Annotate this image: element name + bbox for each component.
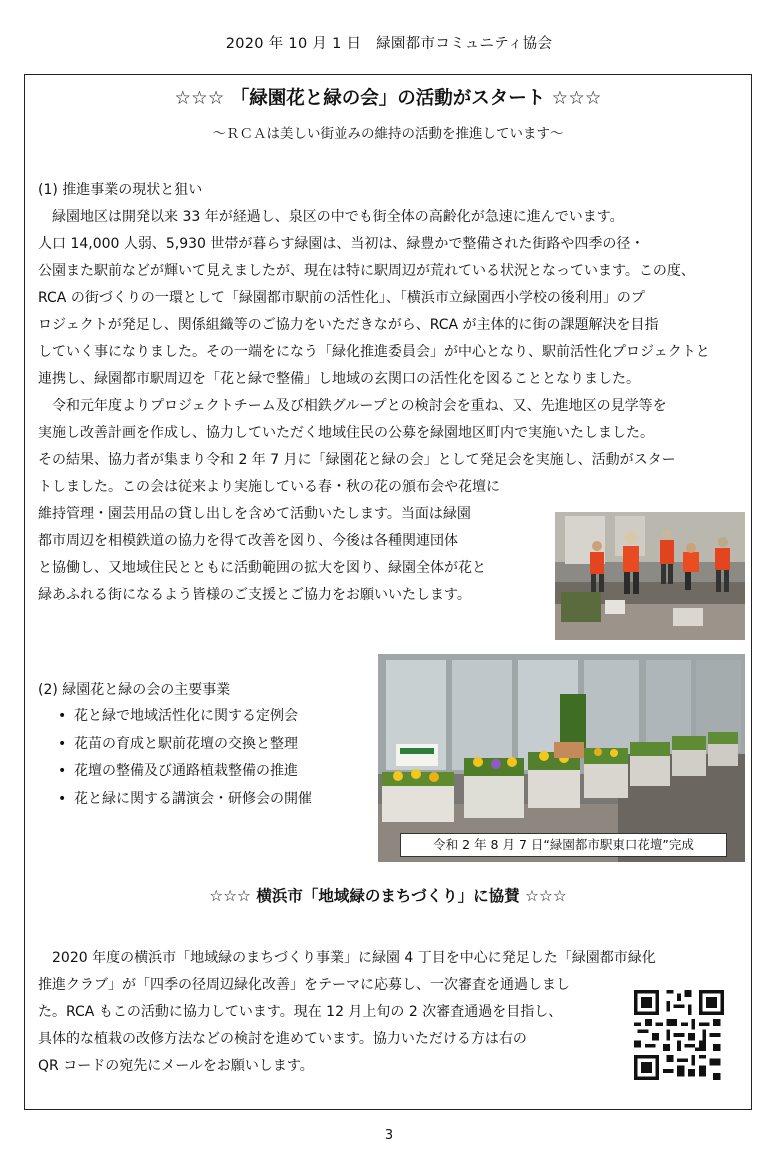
paragraph-line: た。RCA もこの活動に協力しています。現在 12 月上旬の 2 次審査通過を目指し、 — [38, 1004, 563, 1020]
paragraph-line: 都市周辺を相模鉄道の協力を得て改善を図り、今後は各種関連団体 — [38, 533, 458, 549]
section1-heading: (1) 推進事業の現状と狙い — [38, 182, 203, 198]
main-projects-list — [58, 706, 312, 816]
volunteers-planting-photo — [555, 512, 745, 640]
paragraph-line: 連携し、緑園都市駅周辺を「花と緑で整備」し地域の玄関口の活性化を図ることとなりました。 — [38, 371, 640, 387]
bullet-icon: • — [58, 790, 67, 807]
section2-heading: (2) 緑園花と緑の会の主要事業 — [38, 682, 231, 698]
list-item-text: 花と緑に関する講演会・研修会の開催 — [74, 790, 312, 807]
list-item-text: 花と緑で地域活性化に関する定例会 — [74, 708, 298, 724]
paragraph-line: 公園また駅前などが輝いて見えましたが、現在は特に駅周辺が荒れている状況となっています。この度、 — [38, 263, 695, 279]
article1-subtitle: ～ＲＣＡは美しい街並みの維持の活動を推進しています～ — [212, 126, 564, 142]
paragraph-line: QR コードの宛先にメールをお願いします。 — [38, 1058, 314, 1074]
article2-title: ☆☆☆ 横浜市「地域緑のまちづくり」に協賛 ☆☆☆ — [209, 887, 567, 905]
list-item-text: 花壇の整備及び通路植栽整備の推進 — [74, 763, 298, 779]
paragraph-line: ロジェクトが発足し、関係組織等のご協力をいただきながら、RCA が主体的に街の課題解決を目指 — [38, 317, 659, 333]
bullet-icon: • — [58, 708, 67, 724]
paragraph-line: RCA の街づくりの一環として「緑園都市駅前の活性化」、「横浜市立緑園西小学校の後利用」のプ — [38, 290, 645, 306]
list-item — [58, 706, 312, 734]
paragraph-line: 具体的な植栽の改修方法などの検討を進めています。協力いただける方は右の — [38, 1031, 527, 1047]
list-item — [58, 789, 312, 817]
photo-caption: 令和 2 年 8 月 7 日“緑園都市駅東口花壇”完成 — [400, 833, 727, 857]
paragraph-line: その結果、協力者が集まり令和 2 年 7 月に「緑園花と緑の会」として発足会を実施し、活動がスター — [38, 452, 676, 468]
list-item-text: 花苗の育成と駅前花壇の交換と整理 — [74, 735, 298, 752]
paragraph-line: 緑園地区は開発以来 33 年が経過し、泉区の中でも街全体の高齢化が急速に進んでいます。 — [38, 209, 624, 225]
page-number: 3 — [384, 1128, 394, 1143]
paragraph-line: 推進クラブ」が「四季の径周辺緑化改善」をテーマに応募し、一次審査を通過しまし — [38, 977, 570, 993]
document-header: 2020 年 10 月 1 日 緑園都市コミュニティ協会 — [225, 36, 553, 52]
paragraph-line: と協働し、又地域住民とともに活動範囲の拡大を図り、緑園全体が花と — [38, 560, 486, 576]
list-item — [58, 734, 312, 762]
list-item — [58, 761, 312, 789]
paragraph-line: 2020 年度の横浜市「地域緑のまちづくり事業」に緑園 4 丁目を中心に発足した「緑園都市緑化 — [38, 950, 656, 966]
qr-code-icon[interactable] — [634, 990, 724, 1080]
paragraph-line: していく事になりました。その一端をになう「緑化推進委員会」が中心となり、駅前活性化プロジェクトと — [38, 344, 710, 360]
paragraph-line: 維持管理・園芸用品の貸し出しを含めて活動いたします。当面は緑園 — [38, 506, 471, 522]
station-flowerbed-photo — [378, 654, 745, 862]
paragraph-line: 緑あふれる街になるよう皆様のご支援とご協力をお願いいたします。 — [38, 587, 471, 603]
article1-title: ☆☆☆ 「緑園花と緑の会」の活動がスタート ☆☆☆ — [174, 88, 602, 109]
bullet-icon: • — [58, 763, 67, 779]
paragraph-line: トしました。この会は従来より実施している春・秋の花の頒布会や花壇に — [38, 479, 500, 495]
paragraph-line: 令和元年度よりプロジェクトチーム及び相鉄グループとの検討会を重ね、又、先進地区の見学等を — [38, 398, 667, 414]
paragraph-line: 実施し改善計画を作成し、協力していただく地域住民の公募を緑園地区町内で実施いたしました。 — [38, 425, 654, 441]
bullet-icon: • — [58, 735, 67, 752]
paragraph-line: 人口 14,000 人弱、5,930 世帯が暮らす緑園は、当初は、緑豊かで整備された街路や四季の径・ — [38, 236, 645, 252]
